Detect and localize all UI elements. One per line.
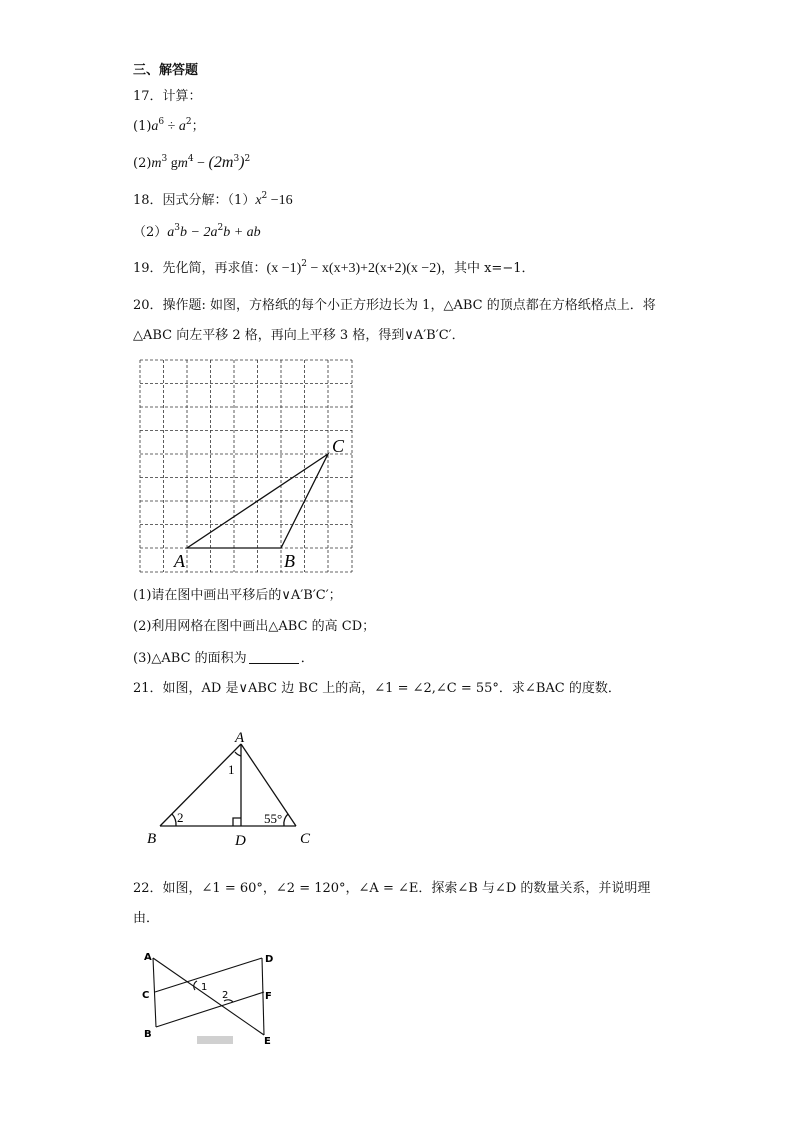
parallel-label-f: F xyxy=(265,991,272,1002)
watermark-blur xyxy=(197,1036,233,1044)
question-20-sub3: (3)△ABC 的面积为 ． xyxy=(133,651,314,666)
parallel-label-b: B xyxy=(144,1029,152,1040)
parallel-label-d: D xyxy=(265,954,274,965)
triangle-label-c: C xyxy=(300,831,311,847)
question-20-sub2: (2)利用网格在图中画出△ABC 的高 CD； xyxy=(133,619,376,634)
parallel-label-c: C xyxy=(142,990,150,1001)
question-17-part2: $(2)m^3$ $gm^4 - (2m^3)^2$ xyxy=(133,154,251,171)
grid-label-c: C xyxy=(332,436,345,456)
angle-label-55: 55° xyxy=(264,811,283,826)
question-17-part1: $(1)a^6 \div a^2$； xyxy=(133,117,205,134)
triangle-label-d: D xyxy=(235,833,246,849)
question-22-line1: 22．如图，∠1 = 60°，∠2 = 120°，∠A = ∠E．探索∠B 与∠D 的数量关系，并说明理 xyxy=(133,881,651,896)
parallel-label-a: A xyxy=(144,952,152,963)
question-18-part1: 18．因式分解：$(1)x^2 -16$ xyxy=(133,191,293,208)
triangle-label-a: A xyxy=(235,730,245,746)
parallel-label-e: E xyxy=(264,1036,271,1047)
question-20-sub1: (1)请在图中画出平移后的∨A′B′C′； xyxy=(133,588,342,603)
section-title: 三、解答题 xyxy=(133,63,199,78)
question-17-head: 17．计算： xyxy=(133,89,202,104)
question-21: 21．如图，AD 是∨ABC 边 BC 上的高，∠1 = ∠2,∠C = 55°．求∠BAC 的度数． xyxy=(133,681,621,696)
triangle-label-b: B xyxy=(147,831,157,847)
question-20-line1: 20．操作题: 如图，方格纸的每个小正方形边长为 1，△ABC 的顶点都在方格纸格点上．将 xyxy=(133,298,656,313)
parallel-angle-1: 1 xyxy=(201,982,208,993)
grid-label-a: A xyxy=(174,551,185,571)
angle-label-1: 1 xyxy=(228,762,235,777)
question-19: 19．先化简，再求值：$(x -1)^2 - x(x+3)+2(x+2)(x -2)$，其中 x=−1． xyxy=(133,259,535,276)
question-20-line2: △ABC 向左平移 2 格，再向上平移 3 格，得到∨A′B′C′． xyxy=(133,328,465,343)
grid-label-b: B xyxy=(284,551,295,571)
angle-label-2: 2 xyxy=(177,810,184,825)
question-22-line2: 由． xyxy=(133,911,160,926)
question-18-part2: $(2)a^3b - 2a^2b$ + ab xyxy=(133,223,261,240)
parallel-angle-2: 2 xyxy=(222,990,229,1001)
